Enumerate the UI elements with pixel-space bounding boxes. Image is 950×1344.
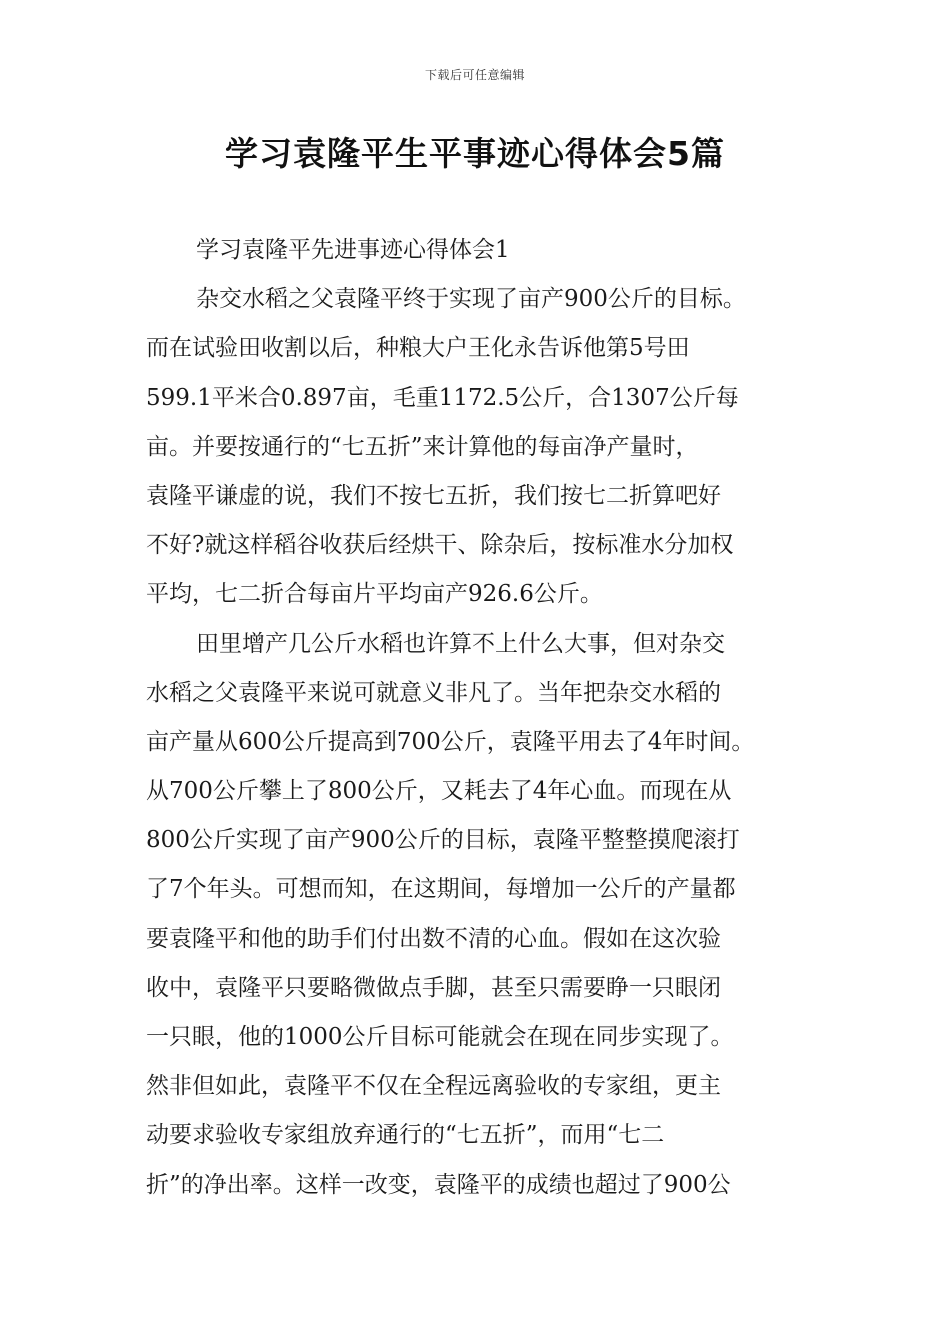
paragraph-line: 要袁隆平和他的助手们付出数不清的心血。假如在这次验 [146,925,721,952]
paragraph-line: 而在试验田收割以后，种粮大户王化永告诉他第5号田 [146,335,690,362]
paragraph-line: 动要求验收专家组放弃通行的“七五折”，而用“七二 [146,1122,665,1149]
paragraph-line: 800公斤实现了亩产900公斤的目标，袁隆平整整摸爬滚打 [146,827,740,854]
paragraph-line: 不好?就这样稻谷收获后经烘干、除杂后，按标准水分加权 [146,532,734,559]
paragraph-line: 水稻之父袁隆平来说可就意义非凡了。当年把杂交水稻的 [146,679,721,706]
paragraph-line: 折”的净出率。这样一改变，袁隆平的成绩也超过了900公 [146,1171,731,1198]
paragraph-line: 亩产量从600公斤提高到700公斤，袁隆平用去了4年时间。 [146,728,755,755]
paragraph-line: 一只眼，他的1000公斤目标可能就会在现在同步实现了。 [146,1024,734,1050]
header-note: 下载后可任意编辑 [424,68,525,82]
document-title: 学习袁隆平生平事迹心得体会5篇 [225,134,725,173]
paragraph-line: 杂交水稻之父袁隆平终于实现了亩产900公斤的目标。 [196,286,746,313]
paragraph-line: 平均，七二折合每亩片平均亩产926.6公斤。 [146,581,603,608]
paragraph-line: 599.1平米合0.897亩，毛重1172.5公斤，合1307公斤每 [146,384,739,411]
paragraph-line: 袁隆平谦虚的说，我们不按七五折，我们按七二折算吧好 [146,482,721,509]
section-heading: 学习袁隆平先进事迹心得体会1 [196,237,510,263]
document-body [146,226,808,1210]
paragraph-line: 然非但如此，袁隆平不仅在全程远离验收的专家组，更主 [146,1073,721,1100]
paragraph-line: 了7个年头。可想而知，在这期间，每增加一公斤的产量都 [146,876,736,903]
paragraph-2 [146,620,808,1210]
paragraph-line: 亩。并要按通行的“七五折”来计算他的每亩净产量时， [146,433,699,460]
paragraph-line: 收中，袁隆平只要略微做点手脚，甚至只需要睁一只眼闭 [146,974,721,1001]
paragraph-line: 田里增产几公斤水稻也许算不上什么大事，但对杂交 [196,630,725,657]
paragraph-1 [146,275,808,619]
paragraph-line: 从700公斤攀上了800公斤，又耗去了4年心血。而现在从 [146,778,732,805]
